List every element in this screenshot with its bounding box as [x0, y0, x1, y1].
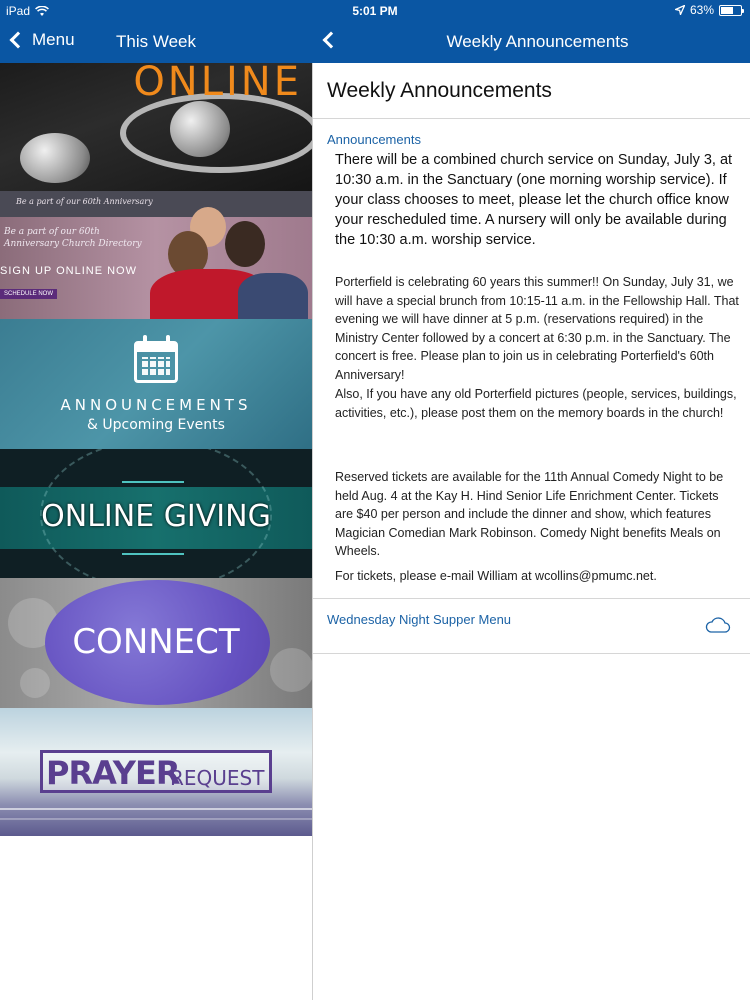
wave-line [0, 818, 312, 820]
left-navbar [0, 22, 312, 63]
family-photo [225, 221, 265, 267]
announcement-paragraph: For tickets, please e-mail William at wcollins@pmumc.net. [335, 569, 657, 583]
battery-icon [719, 5, 742, 16]
left-nav-title: This Week [116, 32, 196, 51]
announcement-lead-text: There will be a combined church service on Sunday, July 3, at 10:30 a.m. in the Sanctuary (one morning worship service). If your class chooses to meet, please let the church office know your rescheduled time. A nursery will only be available during the 10:30 a.m. worship service. [335, 152, 733, 248]
schedule-badge: SCHEDULE NOW [0, 289, 57, 299]
calendar-ring [166, 335, 170, 345]
status-bar [0, 0, 750, 22]
chevron-left-icon [10, 32, 27, 49]
announcement-paragraph: Reserved tickets are available for the 11th Annual Comedy Night to be held Aug. 4 at the Kay H. Hind Senior Life Enrichment Center. Tickets are $40 per person and include the dinner and show, which features Magician Comedian Mark Robinson. Comedy Night benefits Meals on Wheels. [335, 470, 724, 559]
signup-text: SIGN UP ONLINE NOW [0, 265, 137, 277]
device-label: iPad [6, 4, 31, 18]
menu-back-label: Menu [32, 30, 75, 49]
calendar-icon [134, 341, 178, 383]
announcement-paragraph: Also, If you have any old Porterfield pictures (people, services, buildings, activities, etc.), please post them on the memory boards in the church! [335, 387, 737, 420]
wednesday-supper-menu-link[interactable]: Wednesday Night Supper Menu [327, 612, 512, 627]
right-nav-title: Weekly Announcements [446, 32, 629, 51]
prayer-title-main: PRAYER [46, 754, 180, 792]
earbud-graphic [20, 133, 90, 183]
divider-line [313, 598, 750, 599]
giving-rule [122, 481, 184, 483]
tile-giving-title: ONLINE GIVING [41, 499, 271, 534]
wave-line [0, 808, 312, 810]
strip-script-text: Be a part of our 60th Anniversary [16, 197, 153, 206]
tile-online-giving[interactable] [0, 449, 312, 578]
app-header [0, 0, 750, 63]
tile-announcements[interactable] [0, 319, 312, 449]
section-label-announcements: Announcements [327, 132, 421, 147]
prayer-title-sub: REQUEST [170, 766, 265, 790]
tile-announcements-subtitle: & Upcoming Events [87, 417, 225, 433]
announcements-detail [313, 63, 750, 1000]
announcement-paragraph: Porterfield is celebrating 60 years this summer!! On Sunday, July 31, we will have a special brunch from 10:15-11 a.m. in the Fellowship Hall. That evening we will have dinner at 5 p.m. (reservations required) in the Ministry Center followed by a concert at 6:30 p.m. in the Sanctuary. The concert is free. Please plan to join us in celebrating Porterfield's 60th Anniversary! [335, 275, 739, 382]
status-right [675, 3, 742, 17]
bokeh-light [20, 668, 50, 698]
right-navbar [313, 22, 750, 63]
battery-percent: 63% [689, 3, 714, 17]
divider-line [313, 653, 750, 654]
week-tiles-list [0, 63, 312, 1000]
menu-back-button[interactable] [8, 30, 75, 50]
directory-script-text: Be a part of our 60th Anniversary Church Directory [4, 227, 142, 249]
page-title: Weekly Announcements [327, 79, 552, 102]
tile-online-text: ONLINE [133, 63, 302, 105]
tile-connect[interactable] [0, 578, 312, 708]
tile-online[interactable] [0, 63, 312, 191]
location-arrow-icon [675, 5, 685, 15]
tile-connect-title: CONNECT [72, 622, 240, 662]
tile-directory-signup[interactable] [0, 191, 312, 319]
earbud-graphic [170, 101, 230, 157]
tile-prayer-request[interactable] [0, 708, 312, 836]
calendar-ring [143, 335, 147, 345]
cloud-icon[interactable] [705, 616, 731, 634]
family-photo [238, 273, 308, 319]
status-time: 5:01 PM [352, 4, 398, 18]
divider-line [313, 118, 750, 119]
giving-rule [122, 553, 184, 555]
tile-announcements-title: ANNOUNCEMENTS [60, 396, 252, 414]
tile-top-strip [0, 191, 312, 217]
